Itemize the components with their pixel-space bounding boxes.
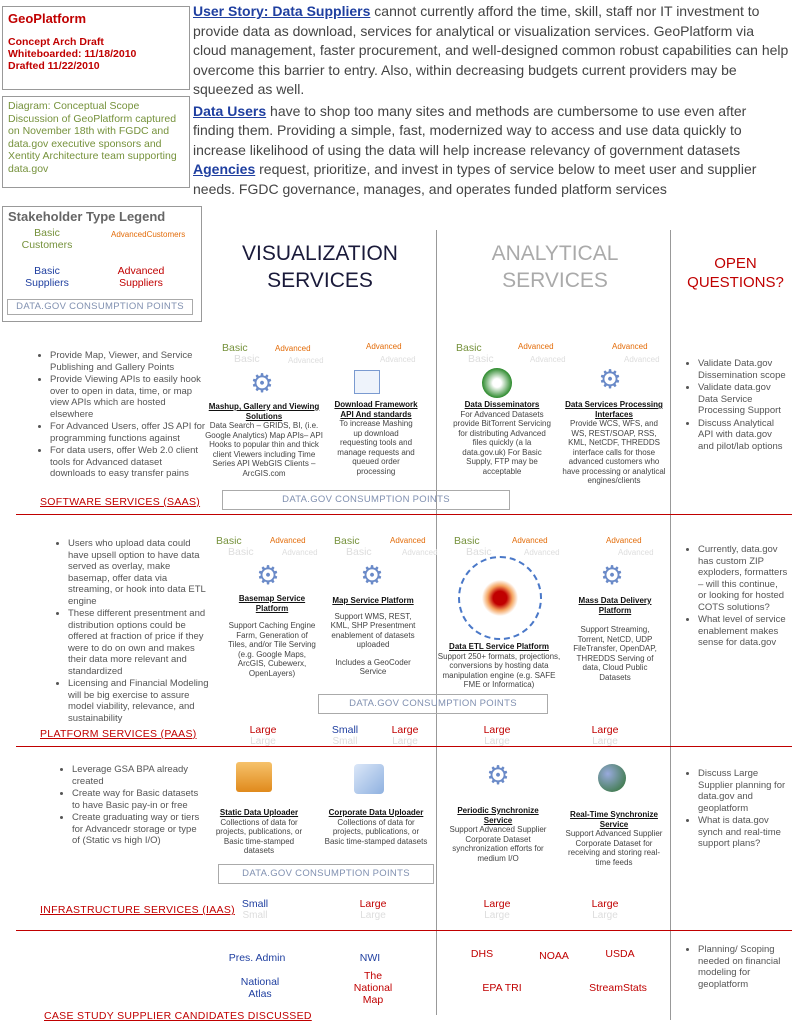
- service-corporate-uploader: [324, 808, 428, 846]
- tag-basic-ghost: Basic: [468, 353, 494, 365]
- service-desc: To increase Mashing up download requesting tools and manage requests and queued order processing: [337, 419, 415, 476]
- gear-icon: ⚙: [598, 364, 622, 394]
- tag-advanced-ghost: Advanced: [618, 548, 654, 557]
- divider-vis-ana: [436, 230, 437, 1015]
- rss-globe-icon: [598, 764, 626, 792]
- service-desc: Support WMS, REST, KML, SHP Presentment enablement of datasets uploaded: [330, 611, 416, 649]
- list-item: • Provide Viewing APIs to easily hook over to open in data, time, or map view APIs which are hosted elsewhere: [50, 374, 206, 420]
- list-item: • Validate Data.gov Dissemination scope: [698, 358, 788, 381]
- tag-advanced: Advanced: [606, 536, 642, 545]
- etl-engine-icon: [458, 556, 542, 640]
- service-name: Data Services Processing Interfaces: [565, 400, 663, 419]
- tag-advanced: Advanced: [275, 344, 311, 353]
- size-ghost: Large: [360, 910, 386, 921]
- iaas-consumption-points: DATA.GOV CONSUMPTION POINTS: [218, 864, 434, 884]
- legend-consumption-points: DATA.GOV CONSUMPTION POINTS: [7, 299, 193, 315]
- analytical-header: ANALYTICAL SERVICES: [491, 242, 619, 292]
- candidate-epa-tri: EPA TRI: [482, 982, 522, 994]
- story-text-users: have to shop too many sites and methods are cumbersome to use even after finding them. Providing a simple, fast, modernized way to access and use data quickly to increase likelihood of using the data will help increase relevancy of government datasets: [193, 102, 747, 158]
- size-large: [580, 724, 630, 747]
- size-text: Small: [331, 724, 359, 736]
- list-item: • Leverage GSA BPA already created: [72, 764, 206, 787]
- candidate-noaa: NOAA: [539, 950, 569, 962]
- service-desc: Provide WCS, WFS, and WS, REST/SOAP, RSS, KML, NetCDF, THREDDS interface calls for those advanced customers who have processing or analytical engines/clients: [562, 419, 666, 485]
- size-large: [380, 724, 430, 747]
- service-desc: Collections of data for projects, publications, or Basic time-stamped datasets: [215, 817, 303, 855]
- service-mass-delivery: [568, 596, 662, 682]
- gear-icon: ⚙: [256, 560, 280, 590]
- story-text-agencies: request, prioritize, and invest in types of service below to meet user and supplier needs. FGDC governance, manages, and operates funded platform services: [193, 161, 757, 197]
- tag-advanced-ghost: Advanced: [530, 355, 566, 364]
- list-item: • These different presentment and distribution options could be offered at fraction of price if they were to do on own and makes their data more relevant and standardized: [68, 608, 210, 677]
- tag-basic: Basic: [216, 535, 242, 547]
- service-name: Periodic Synchronize Service: [457, 806, 539, 825]
- list-item: • What is data.gov synch and real-time support plans?: [698, 815, 788, 850]
- size-large: [348, 898, 398, 921]
- size-large: [580, 898, 630, 921]
- iaas-label: INFRASTRUCTURE SERVICES (IAAS): [40, 904, 235, 916]
- service-name: Basemap Service Platform: [238, 594, 306, 613]
- list-item: • Validate data.gov Data Service Processing Support: [698, 382, 788, 417]
- size-ghost: Large: [592, 910, 618, 921]
- candidate-national-map: The National Map: [353, 970, 393, 1006]
- tag-advanced: Advanced: [390, 536, 426, 545]
- service-name: Map Service Platform: [332, 596, 414, 605]
- story-label-users: Data Users: [193, 102, 267, 119]
- size-large: [472, 898, 522, 921]
- size-small: [320, 724, 370, 747]
- saas-consumption-points: DATA.GOV CONSUMPTION POINTS: [222, 490, 510, 510]
- open-questions-header: OPEN QUESTIONS?: [687, 255, 784, 291]
- row-divider-3: [16, 930, 792, 931]
- list-item: • Licensing and Financial Modeling will be big exercise to assure model viability, relevance, and sustainability: [68, 678, 210, 724]
- list-item: • Provide Map, Viewer, and Service Publishing and Gallery Points: [50, 350, 206, 373]
- size-text: Large: [591, 724, 619, 736]
- service-realtime-sync: [562, 810, 666, 867]
- service-desc: Support Advanced Supplier Corporate Dataset synchronization efforts for medium I/O: [449, 825, 547, 863]
- list-item: • Currently, data.gov has custom ZIP exploders, formatters – will this continue, or looking for hosted COTS solutions?: [698, 544, 788, 613]
- tag-advanced: Advanced: [612, 342, 648, 351]
- service-mashup: [204, 402, 324, 478]
- size-text: Large: [249, 724, 277, 736]
- tag-basic-ghost: Basic: [466, 546, 492, 558]
- tag-basic-ghost: Basic: [346, 546, 372, 558]
- visualization-header: VISUALIZATION SERVICES: [242, 242, 398, 292]
- gear-icon: ⚙: [600, 560, 624, 590]
- tag-advanced-ghost: Advanced: [288, 356, 324, 365]
- service-map: [326, 596, 420, 677]
- service-desc: Support Streaming, Torrent, NetCD, UDP FileTransfer, OpenDAP, THREDDS Serving of data, Cloud Public Datasets: [573, 625, 657, 682]
- service-download: [334, 400, 418, 476]
- size-text: Large: [483, 724, 511, 736]
- torrent-icon: [482, 368, 512, 398]
- saas-bullets: [36, 350, 206, 481]
- iaas-questions: [684, 768, 788, 851]
- size-text: Large: [591, 898, 619, 910]
- saas-label: SOFTWARE SERVICES (SAAS): [40, 496, 201, 508]
- stakeholder-legend: [2, 206, 202, 322]
- service-name: Static Data Uploader: [219, 808, 299, 817]
- service-static-uploader: [214, 808, 304, 856]
- size-ghost: Small: [332, 736, 358, 747]
- tag-advanced: Advanced: [366, 342, 402, 351]
- legend-basic-suppliers: Basic Suppliers: [25, 265, 69, 289]
- tag-advanced-ghost: Advanced: [624, 355, 660, 364]
- paas-bullets: [54, 538, 210, 725]
- tag-basic-ghost: Basic: [234, 353, 260, 365]
- list-item: • Create graduating way or tiers for Advancedr storage or type of (Static vs high I/O): [72, 812, 206, 847]
- list-item: • Planning/ Scoping needed on financial modeling for geoplatform: [698, 944, 788, 990]
- list-item: • For data users, offer Web 2.0 client tools for Advanced dataset downloads to easy transfer pains: [50, 445, 206, 480]
- tag-basic-ghost: Basic: [228, 546, 254, 558]
- size-text: Large: [359, 898, 387, 910]
- service-name: Data ETL Service Platform: [449, 642, 549, 651]
- diagram-note: Diagram: Conceptual Scope Discussion of GeoPlatform captured on November 18th with FGDC and data.gov executive sponsors and Xentity Architecture team supporting data.gov: [2, 96, 190, 188]
- service-basemap: [226, 594, 318, 678]
- service-desc: Support 250+ formats, projections, conversions by hosting data manipulation engine (e.g. SAFE FME or Informatica): [437, 651, 561, 689]
- size-small: [230, 898, 280, 921]
- gear-icon: ⚙: [486, 760, 510, 790]
- corporate-uploader-icon: [354, 764, 384, 794]
- size-ghost: Large: [484, 910, 510, 921]
- gear-icon: ⚙: [360, 560, 384, 590]
- uploader-icon: [236, 762, 272, 792]
- cases-questions: [684, 944, 788, 991]
- tag-advanced-ghost: Advanced: [402, 548, 438, 557]
- size-ghost: Small: [242, 910, 268, 921]
- tag-basic: Basic: [222, 342, 248, 354]
- size-ghost: Large: [250, 736, 276, 747]
- tag-advanced: Advanced: [518, 342, 554, 351]
- size-text: Large: [391, 724, 419, 736]
- candidate-nwi: NWI: [359, 952, 381, 964]
- candidate-usda: USDA: [605, 948, 635, 960]
- tag-advanced-ghost: Advanced: [282, 548, 318, 557]
- tag-basic: Basic: [454, 535, 480, 547]
- list-item: • For Advanced Users, offer JS API for programming functions against: [50, 421, 206, 444]
- size-text: Small: [241, 898, 269, 910]
- cases-label: CASE STUDY SUPPLIER CANDIDATES DISCUSSED: [44, 1010, 312, 1022]
- service-periodic-sync: [448, 806, 548, 863]
- service-desc: Support Advanced Supplier Corporate Dataset for receiving and storing real-time feeds: [565, 829, 663, 867]
- legend-advanced-customers: AdvancedCustomers: [111, 230, 186, 239]
- iaas-bullets: [58, 764, 206, 848]
- size-text: Large: [483, 898, 511, 910]
- saas-questions: [684, 358, 788, 453]
- project-title: GeoPlatform: [8, 11, 87, 26]
- legend-advanced-suppliers: Advanced Suppliers: [117, 265, 165, 289]
- candidate-national-atlas: National Atlas: [240, 976, 280, 1000]
- size-ghost: Large: [592, 736, 618, 747]
- project-info-box: [2, 6, 190, 90]
- service-name: Download Framework API And standards: [334, 400, 418, 419]
- row-divider-1: [16, 514, 792, 515]
- service-desc: Data Search – GRIDS, BI, (i.e. Google Analytics) Map APIs– API Hooks to popular thin and thick client Viewers including Time Series API WebGIS Clients – ArcGIS.com: [205, 421, 323, 478]
- tag-advanced: Advanced: [270, 536, 306, 545]
- service-name: Mass Data Delivery Platform: [578, 596, 652, 615]
- document-icon: [354, 370, 380, 394]
- size-ghost: Large: [484, 736, 510, 747]
- tag-basic: Basic: [334, 535, 360, 547]
- service-desc: Support Caching Engine Farm, Generation of Tiles, and/or Tile Serving (e.g. Google Maps, ArcGIS, Cubewerx, OpenLayers): [228, 621, 316, 678]
- service-etl: [436, 642, 562, 690]
- candidate-dhs: DHS: [470, 948, 494, 960]
- project-meta: Concept Arch Draft Whiteboarded: 11/18/2010 Drafted 11/22/2010: [8, 36, 137, 72]
- list-item: • Discuss Large Supplier planning for data.gov and geoplatform: [698, 768, 788, 814]
- service-name: Data Disseminators: [464, 400, 540, 409]
- service-name: Corporate Data Uploader: [328, 808, 424, 817]
- service-processing: [562, 400, 666, 486]
- paas-label: PLATFORM SERVICES (PAAS): [40, 728, 197, 740]
- story-label-suppliers: User Story: Data Suppliers: [193, 3, 371, 19]
- candidate-streamstats: StreamStats: [589, 982, 647, 994]
- candidate-pres-admin: Pres. Admin: [228, 952, 286, 964]
- tag-advanced: Advanced: [512, 536, 548, 545]
- size-large: [472, 724, 522, 747]
- list-item: • Discuss Analytical API with data.gov and pilot/lab options: [698, 418, 788, 453]
- tag-advanced-ghost: Advanced: [380, 355, 416, 364]
- size-large: [238, 724, 288, 747]
- service-name: Real-Time Synchronize Service: [570, 810, 658, 829]
- user-story: [193, 2, 791, 201]
- paas-questions: [684, 544, 788, 650]
- paas-consumption-points: DATA.GOV CONSUMPTION POINTS: [318, 694, 548, 714]
- service-extra: Includes a GeoCoder Service: [335, 657, 411, 676]
- size-ghost: Large: [392, 736, 418, 747]
- legend-title: Stakeholder Type Legend: [8, 209, 166, 224]
- divider-open: [670, 230, 671, 1020]
- tag-advanced-ghost: Advanced: [524, 548, 560, 557]
- legend-basic-customers: Basic Customers: [21, 227, 73, 251]
- list-item: • What level of service enablement makes sense for data.gov: [698, 614, 788, 649]
- gear-icon: ⚙: [250, 368, 274, 398]
- service-disseminators: [452, 400, 552, 476]
- service-desc: Collections of data for projects, publications, or Basic time-stamped datasets: [324, 817, 428, 846]
- story-label-agencies: Agencies: [193, 161, 256, 177]
- service-name: Mashup, Gallery and Viewing Solutions: [208, 402, 320, 421]
- list-item: • Users who upload data could have upsell option to have data served as overlay, make basemap, offer data via streaming, or hook into data ETL engine: [68, 538, 210, 607]
- service-desc: For Advanced Datasets provide BitTorrent Servicing for distributing Advanced files quickly (a la data.gov.uk) For Basic Supply, FTP may be acceptable: [453, 409, 551, 476]
- tag-basic: Basic: [456, 342, 482, 354]
- story-text-suppliers: cannot currently afford the time, skill, staff nor IT investment to provide data as download, services for analytical or visualization services. GeoPlatform via cloud management, faster procurement, and well-designed common robust capabilities can help overcome this barrier to entry. Also, within decreasing budgets current providers may be squeezed as well.: [193, 3, 789, 97]
- list-item: • Create way for Basic datasets to have Basic pay-in or free: [72, 788, 206, 811]
